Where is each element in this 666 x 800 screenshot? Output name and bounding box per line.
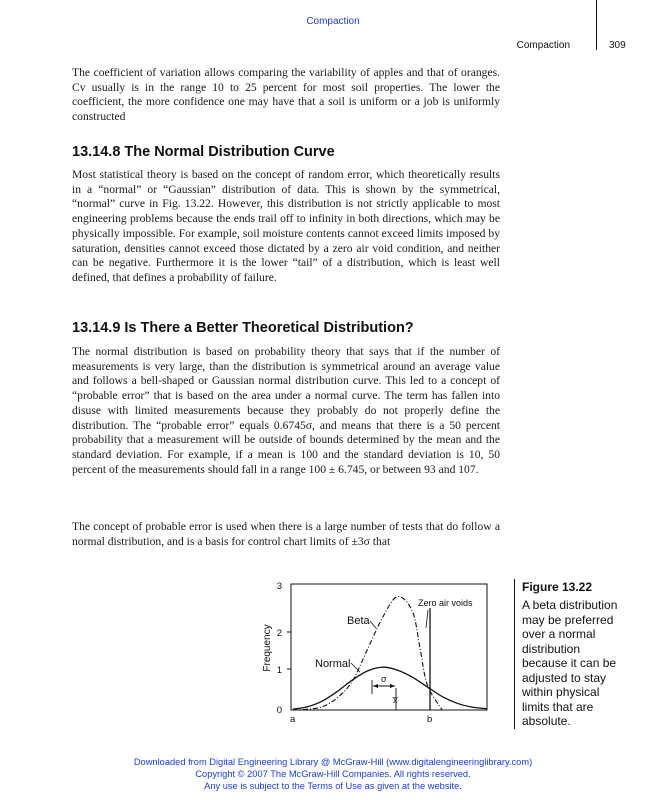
sigma-label: σ bbox=[381, 674, 387, 684]
y-tick-3: 3 bbox=[276, 581, 282, 592]
paragraph-better-distribution: The normal distribution is based on probability theory that says that if the number of measurements is very large, than the distribution is symmetrical around an average value and follows a bell-shaped or Gaussian normal distribution curve. This led to a concept of “probable error” that is based on the area under a normal curve. The term has fallen into disuse with limited measurements because they probably do not properly define the distribution. The “probable error” equals 0.6745σ, and means that there is a 50 percent probability that a measurement will be outside of bounds determined by the mean and the standard deviation. For example, if a mean is 100 and the standard deviation is 10, 50 percent of the measurements should fall in a range 100 ± 6.745, or between 93 and 107. bbox=[72, 345, 500, 476]
y-axis-label: Frequency bbox=[262, 624, 273, 672]
y-tick-1: 1 bbox=[276, 665, 282, 676]
sigma-arrowhead-right bbox=[390, 684, 395, 688]
y-tick-0: 0 bbox=[276, 705, 282, 716]
series-line-normal bbox=[293, 667, 487, 709]
section-heading-better-distribution: 13.14.9 Is There a Better Theoretical Distribution? bbox=[72, 320, 414, 336]
sigma-arrowhead-left bbox=[373, 684, 378, 688]
normal-label-pointer bbox=[351, 663, 360, 672]
section-heading-normal-distribution: 13.14.8 The Normal Distribution Curve bbox=[72, 144, 335, 160]
x-marker-a: a bbox=[290, 714, 296, 725]
figure-divider bbox=[514, 579, 515, 729]
footer-terms[interactable]: Any use is subject to the Terms of Use as given at the website. bbox=[204, 781, 462, 791]
beta-curve-label: Beta bbox=[347, 615, 370, 627]
x-marker-b: b bbox=[427, 714, 433, 725]
header-divider bbox=[596, 0, 597, 50]
footer-copyright[interactable]: Copyright © 2007 The McGraw-Hill Companies. All rights reserved. bbox=[195, 769, 471, 779]
figure-title: Figure 13.22 bbox=[522, 580, 593, 594]
paragraph-normal-distribution: Most statistical theory is based on the concept of random error, which theoretically results in a “normal” or “Gaussian” distribution of data. This is shown by the symmetrical, “normal” curve in Fig. 13.22. However, this distribution is not strictly applicable to most engineering problems because the ends trail off to infinity in both directions, which may be physically impossible. For example, soil moisture contents cannot exceed limits imposed by saturation, densities cannot exceed those dictated by a zero air void condition, and neither can be negative. Furthermore it is the lower “tail” of a distribution, which is least well defined, that defines a probability of failure. bbox=[72, 168, 500, 284]
figure-caption: A beta distribution may be preferred over a normal distribution because it can be adjusted to stay within physical limits that are absolute. bbox=[522, 598, 618, 728]
page-number: 309 bbox=[609, 40, 626, 51]
running-title: Compaction bbox=[516, 40, 570, 51]
footer-download-link[interactable]: Downloaded from Digital Engineering Library @ McGraw-Hill (www.digitalengineeringlibrary.com) bbox=[133, 757, 533, 767]
beta-label-pointer bbox=[370, 621, 376, 628]
mean-label: x̅ bbox=[393, 695, 398, 705]
paragraph-probable-error: The concept of probable error is used when there is a large number of tests that do follow a normal distribution, and is a basis for control chart limits of ±3σ that bbox=[72, 520, 500, 548]
paragraph-coefficient-of-variation: The coefficient of variation allows comparing the variability of apples and that of oranges. Cv usually is in the range 10 to 25 percent for most soil properties. The lower the coefficient, the more confidence one may have that a soil is uniform or a job is uniformly constructed bbox=[72, 66, 500, 124]
normal-curve-label: Normal bbox=[315, 658, 351, 670]
header-section-link[interactable]: Compaction bbox=[306, 16, 360, 27]
series-line-beta bbox=[293, 596, 442, 710]
zero-air-voids-pointer bbox=[426, 610, 428, 628]
zero-air-voids-label: Zero air voids bbox=[418, 598, 473, 608]
figure-13-22-chart bbox=[258, 578, 494, 726]
y-tick-2: 2 bbox=[276, 628, 282, 639]
